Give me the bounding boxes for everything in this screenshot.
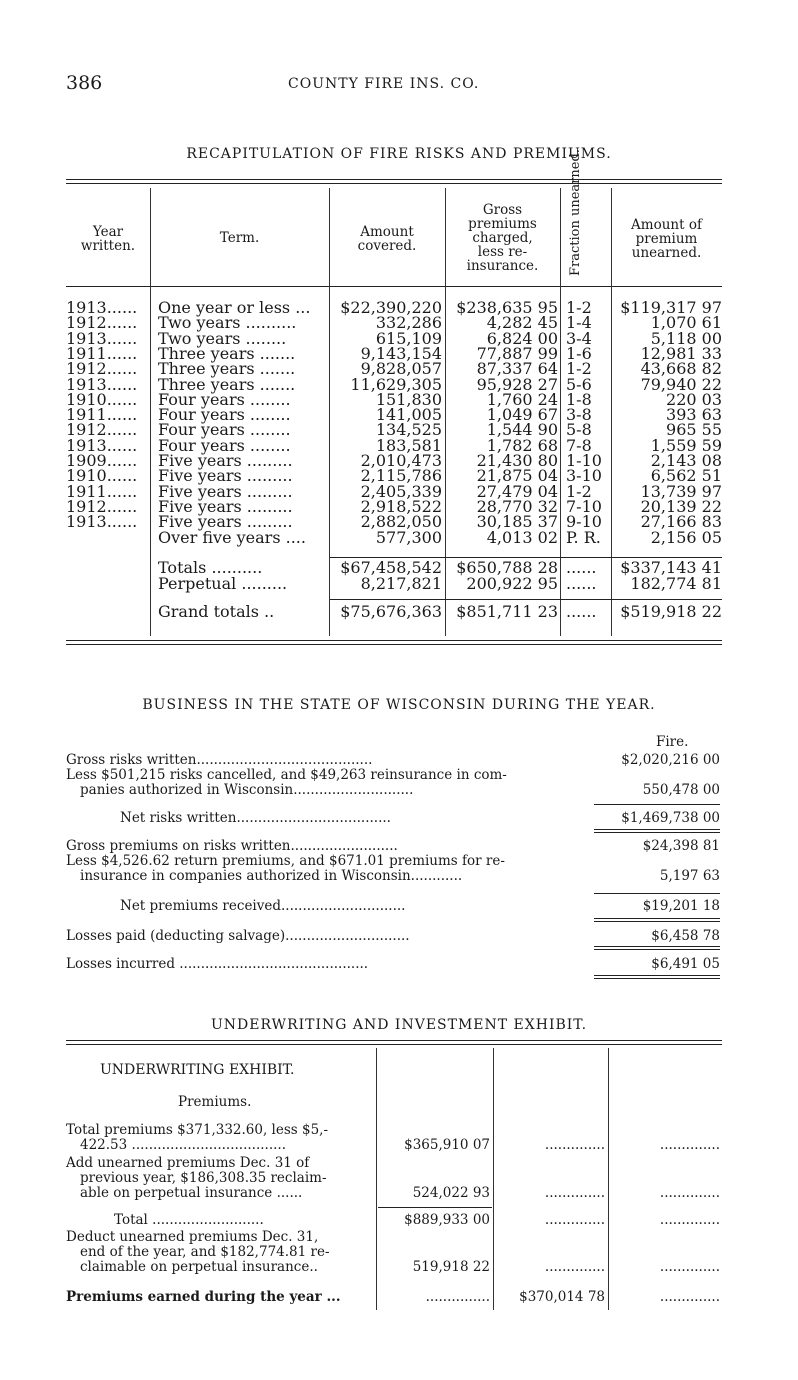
cell-year: 1912...... (66, 313, 138, 333)
cell-term: Three years ....... (158, 359, 296, 379)
cell-unearned: 220 03 (666, 389, 722, 409)
business-value: 5,197 63 (659, 868, 720, 884)
cell-amount: 183,581 (375, 435, 442, 455)
business-value: $19,201 18 (642, 898, 720, 914)
cell-fraction: 1-2 (566, 298, 592, 317)
fire-column-header: Fire. (656, 734, 689, 750)
cell-amount: 151,830 (375, 389, 442, 409)
cell-fraction: 3-10 (566, 466, 602, 486)
perpetual-row (0, 576, 798, 591)
underwriting-label: Total .......................... (114, 1212, 264, 1228)
cell-gross: 200,922 95 (466, 574, 558, 593)
cell-unearned: 6,562 51 (650, 466, 722, 486)
cell-year: 1911...... (66, 481, 138, 501)
underwriting-label: able on perpetual insurance ...... (80, 1185, 303, 1201)
cell-term: One year or less ... (158, 298, 311, 317)
underwriting-label: end of the year, and $182,774.81 re- (80, 1244, 330, 1260)
underwriting-label: Deduct unearned premiums Dec. 31, (66, 1229, 319, 1245)
business-label: Losses incurred ............................................ (66, 956, 369, 972)
business-value: 550,478 00 (642, 782, 720, 798)
underwriting-col1: $365,910 07 (404, 1137, 490, 1153)
cell-year: 1913...... (66, 298, 138, 317)
cell-fraction: 7-10 (566, 496, 602, 516)
business-value: $24,398 81 (642, 838, 720, 854)
underwriting-col2: .............. (544, 1137, 605, 1153)
cell-fraction: 7-8 (566, 435, 592, 455)
cell-gross: 4,013 02 (486, 527, 558, 547)
cell-fraction: 9-10 (566, 512, 602, 532)
cell-fraction: 3-4 (566, 328, 592, 348)
cell-unearned: 2,156 05 (650, 527, 722, 547)
cell-gross: $238,635 95 (456, 298, 558, 317)
cell-amount: $67,458,542 (340, 558, 442, 577)
cell-term: Five years ......... (158, 451, 293, 470)
totals-row (0, 560, 798, 575)
business-label: Losses paid (deducting salvage)............................. (66, 928, 410, 944)
cell-term: Four years ........ (158, 389, 291, 409)
underwriting-col2: .............. (544, 1185, 605, 1201)
cell-fraction: ...... (566, 558, 597, 577)
cell-amount: 134,525 (375, 420, 442, 440)
cell-amount: 332,286 (375, 313, 442, 333)
cell-term: Four years ........ (158, 420, 291, 440)
cell-gross: 95,928 27 (476, 374, 558, 394)
page-number: 386 (66, 72, 103, 94)
cell-term: Perpetual ......... (158, 574, 288, 593)
cell-amount: 577,300 (375, 527, 442, 547)
cell-gross: 27,479 04 (476, 481, 558, 501)
recap-title: RECAPITULATION OF FIRE RISKS AND PREMIUMS. (186, 146, 612, 162)
underwriting-label: Premiums earned during the year ... (66, 1289, 341, 1305)
cell-year: 1912...... (66, 359, 138, 379)
cell-fraction: 1-6 (566, 343, 592, 363)
underwriting-label: previous year, $186,308.35 reclaim- (80, 1170, 327, 1186)
underwriting-subtitle: UNDERWRITING EXHIBIT. (100, 1062, 295, 1078)
underwriting-label: Add unearned premiums Dec. 31 of (66, 1155, 310, 1171)
underwriting-col2: .............. (544, 1259, 605, 1275)
business-label: Less $501,215 risks cancelled, and $49,263 reinsurance in com- (66, 767, 507, 783)
cell-year: 1913...... (66, 328, 138, 348)
cell-unearned: 12,981 33 (640, 343, 722, 363)
cell-term: Two years .......... (158, 313, 297, 333)
cell-amount: $22,390,220 (340, 298, 442, 317)
cell-year: 1910...... (66, 466, 138, 486)
cell-amount: 9,143,154 (360, 343, 442, 363)
business-title: BUSINESS IN THE STATE OF WISCONSIN DURING THE YEAR. (142, 697, 656, 713)
underwriting-col3: .............. (659, 1137, 720, 1153)
cell-year: 1911...... (66, 405, 138, 425)
cell-gross: 4,282 45 (486, 313, 558, 333)
cell-term: Four years ........ (158, 405, 291, 425)
cell-year: 1911...... (66, 343, 138, 363)
cell-amount: 11,629,305 (350, 374, 442, 394)
cell-year: 1909...... (66, 451, 138, 470)
underwriting-label: Total premiums $371,332.60, less $5,- (66, 1122, 329, 1138)
cell-amount: 2,010,473 (360, 451, 442, 470)
header-term: Term. (219, 230, 260, 246)
cell-gross: 28,770 32 (476, 496, 558, 516)
grand-totals-row (0, 604, 798, 619)
cell-gross: 21,875 04 (476, 466, 558, 486)
cell-fraction: ...... (566, 574, 597, 593)
cell-year: 1912...... (66, 496, 138, 516)
cell-unearned: 1,070 61 (650, 313, 722, 333)
cell-unearned: 27,166 83 (640, 512, 722, 532)
cell-gross: 1,544 90 (486, 420, 558, 440)
cell-gross: 30,185 37 (476, 512, 558, 532)
cell-unearned: 79,940 22 (640, 374, 722, 394)
table-row (0, 527, 798, 547)
cell-amount: $75,676,363 (340, 602, 442, 621)
cell-gross: 1,760 24 (486, 389, 558, 409)
cell-term: Three years ....... (158, 343, 296, 363)
cell-unearned: 182,774 81 (630, 574, 722, 593)
underwriting-label: 422.53 .................................... (80, 1137, 287, 1153)
cell-gross: 1,782 68 (486, 435, 558, 455)
table-row (0, 359, 798, 379)
underwriting-col3: .............. (659, 1185, 720, 1201)
cell-fraction: 1-2 (566, 359, 592, 379)
header-gross: Gross premiums charged, less re- insurance. (466, 202, 539, 274)
header-fraction: Fraction unearned. (568, 149, 583, 276)
business-label: Gross premiums on risks written......................... (66, 838, 398, 854)
cell-gross: 1,049 67 (486, 405, 558, 425)
cell-unearned: $119,317 97 (620, 298, 722, 317)
cell-term: Five years ......... (158, 512, 293, 532)
cell-amount: 2,882,050 (360, 512, 442, 532)
business-label: panies authorized in Wisconsin............................ (80, 782, 414, 798)
business-value: $1,469,738 00 (621, 810, 720, 826)
cell-gross: 6,824 00 (486, 328, 558, 348)
cell-term: Two years ........ (158, 328, 287, 348)
business-label: Net premiums received............................. (120, 898, 406, 914)
cell-fraction: ...... (566, 602, 597, 621)
cell-amount: 141,005 (375, 405, 442, 425)
cell-gross: 77,887 99 (476, 343, 558, 363)
cell-unearned: $519,918 22 (620, 602, 722, 621)
underwriting-label: claimable on perpetual insurance.. (80, 1259, 318, 1275)
cell-year: 1913...... (66, 374, 138, 394)
underwriting-col2: .............. (544, 1212, 605, 1228)
header-year: Year written. (80, 224, 136, 254)
underwriting-col1: 524,022 93 (412, 1185, 490, 1201)
underwriting-col3: .............. (659, 1259, 720, 1275)
business-value: $6,491 05 (651, 956, 720, 972)
cell-fraction: 5-6 (566, 374, 592, 394)
cell-fraction: 1-8 (566, 389, 592, 409)
business-label: Less $4,526.62 return premiums, and $671.01 premiums for re- (66, 853, 505, 869)
business-value: $6,458 78 (651, 928, 720, 944)
cell-unearned: 1,559 59 (650, 435, 722, 455)
underwriting-col3: .............. (659, 1289, 720, 1305)
cell-year: 1912...... (66, 420, 138, 440)
header-unearned: Amount of premium unearned. (631, 217, 702, 261)
business-label: insurance in companies authorized in Wisconsin............ (80, 868, 463, 884)
cell-term: Totals .......... (158, 558, 263, 577)
running-head: COUNTY FIRE INS. CO. (288, 76, 480, 92)
underwriting-col2: $370,014 78 (519, 1289, 605, 1305)
underwriting-col3: .............. (659, 1212, 720, 1228)
cell-unearned: 43,668 82 (640, 359, 722, 379)
underwriting-col1: ............... (425, 1289, 490, 1305)
cell-unearned: 2,143 08 (650, 451, 722, 470)
cell-term: Three years ....... (158, 374, 296, 394)
cell-unearned: 20,139 22 (640, 496, 722, 516)
cell-amount: 2,405,339 (360, 481, 442, 501)
cell-year: 1913...... (66, 512, 138, 532)
cell-term: Five years ......... (158, 466, 293, 486)
cell-gross: 21,430 80 (476, 451, 558, 470)
cell-year: 1913...... (66, 435, 138, 455)
business-value: $2,020,216 00 (621, 752, 720, 768)
cell-fraction: P. R. (566, 527, 601, 547)
cell-amount: 2,918,522 (360, 496, 442, 516)
cell-amount: 9,828,057 (360, 359, 442, 379)
cell-amount: 8,217,821 (360, 574, 442, 593)
cell-term: Grand totals .. (158, 602, 275, 621)
header-amount: Amount covered. (357, 224, 417, 254)
cell-unearned: 13,739 97 (640, 481, 722, 501)
business-label: Net risks written.................................... (120, 810, 391, 826)
cell-gross: $851,711 23 (456, 602, 558, 621)
cell-amount: 2,115,786 (360, 466, 442, 486)
underwriting-col1: 519,918 22 (412, 1259, 490, 1275)
underwriting-title: UNDERWRITING AND INVESTMENT EXHIBIT. (210, 1017, 588, 1033)
table-row (0, 512, 798, 532)
cell-term: Five years ......... (158, 481, 293, 501)
cell-unearned: 965 55 (666, 420, 722, 440)
cell-term: Four years ........ (158, 435, 291, 455)
cell-fraction: 1-10 (566, 451, 602, 470)
cell-term: Five years ......... (158, 496, 293, 516)
cell-year: 1910...... (66, 389, 138, 409)
cell-fraction: 1-2 (566, 481, 592, 501)
premiums-heading: Premiums. (178, 1094, 252, 1110)
cell-unearned: 5,118 00 (650, 328, 722, 348)
underwriting-col1: $889,933 00 (404, 1212, 490, 1228)
cell-amount: 615,109 (375, 328, 442, 348)
cell-fraction: 1-4 (566, 313, 592, 333)
cell-gross: $650,788 28 (456, 558, 558, 577)
business-label: Gross risks written......................................... (66, 752, 373, 768)
cell-gross: 87,337 64 (476, 359, 558, 379)
cell-fraction: 5-8 (566, 420, 592, 440)
cell-fraction: 3-8 (566, 405, 592, 425)
cell-unearned: $337,143 41 (620, 558, 722, 577)
cell-term: Over five years .... (158, 527, 306, 547)
cell-unearned: 393 63 (666, 405, 722, 425)
